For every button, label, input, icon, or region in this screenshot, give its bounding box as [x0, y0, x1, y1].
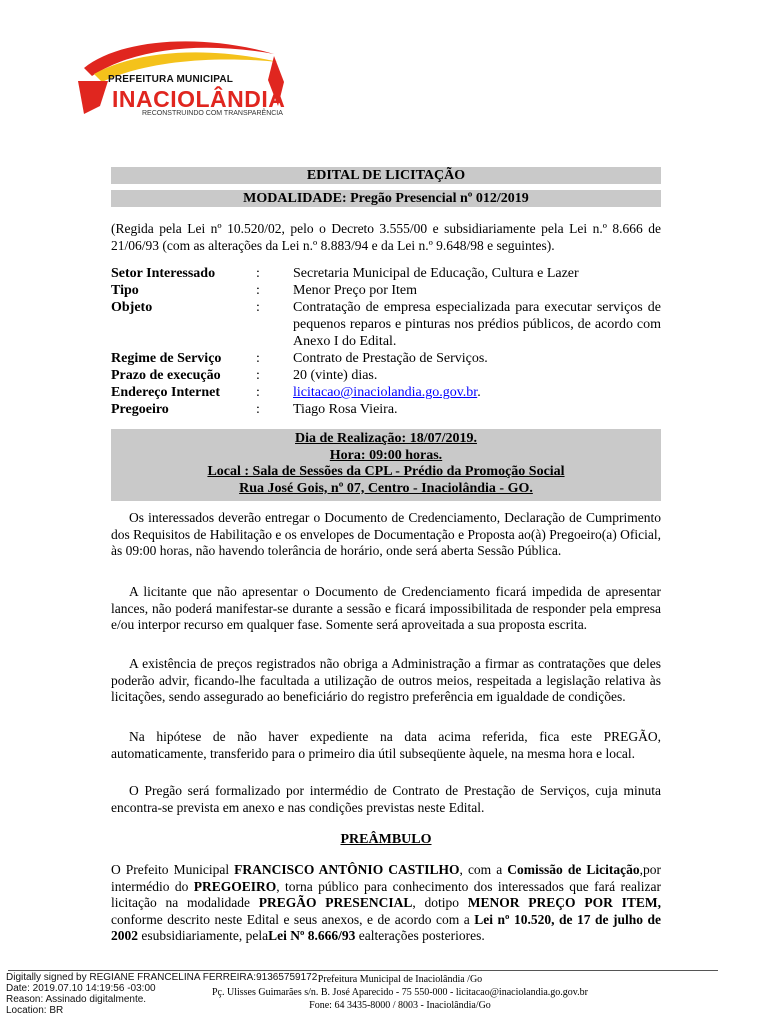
info-value: Menor Preço por Item [293, 283, 418, 298]
logo-top-text: PREFEITURA MUNICIPAL [108, 74, 234, 85]
info-value: Contrato de Prestação de Serviços. [293, 351, 488, 366]
paragraph-hipotese: Na hipótese de não haver expediente na data acima referida, fica este PREGÃO, automaticamente, transferido para o primeiro dia útil subseqüente àquele, na mesma hora e local. [111, 729, 661, 761]
info-value [293, 384, 661, 401]
info-value: Contratação de empresa especializada para executar serviços de pequenos reparos e pinturas nos prédios públicos, de acordo com Anexo I do Edital. [293, 300, 661, 349]
prefeitura-logo [78, 36, 288, 126]
legal-basis-text: (Regida pela Lei nº 10.520/02, pelo o Decreto 3.555/00 e subsidiariamente pela Lei n.º 8.666 de 21/06/93 (com as alterações da Lei n.º 8.883/94 e da Lei n.º 9.648/98 e seguintes). [111, 221, 661, 253]
preambulo-bold: PREGÃO PRESENCIAL [258, 895, 413, 911]
realizacao-date: Dia de Realização: 18/07/2019. [295, 431, 477, 446]
info-colon: : [256, 402, 260, 417]
paragraph-formalizacao: O Pregão será formalizado por intermédio de Contrato de Prestação de Serviços, cuja minuta encontra-se prevista em anexo e nas condições previstas neste Edital. [111, 783, 661, 815]
info-key: Objeto [111, 300, 153, 315]
info-row-setor [111, 265, 661, 282]
preambulo-part: esubsidiariamente, pela [138, 928, 269, 944]
info-colon: : [256, 266, 260, 281]
preambulo-part: , com a [459, 862, 508, 877]
info-row-pregoeiro [111, 401, 661, 418]
preambulo-bold: FRANCISCO ANTÔNIO CASTILHO [234, 862, 460, 877]
preambulo-part: , torna público para conhecimento dos interessados que fará realizar licitação na modalidade [111, 878, 661, 911]
preambulo-part: O Prefeito Municipal [111, 862, 235, 877]
info-row-prazo [111, 367, 661, 384]
realizacao-box [111, 429, 661, 501]
info-colon: : [256, 300, 260, 315]
info-row-regime [111, 350, 661, 367]
preambulo-bold: Lei nº 10.520, de 17 de julho de 2002 [111, 911, 661, 944]
realizacao-location: Local : Sala de Sessões da CPL - Prédio da Promoção Social [207, 464, 565, 479]
preambulo-part: ,por intermédio do [111, 862, 661, 894]
email-suffix: . [477, 385, 481, 400]
preambulo-part: ealterações posteriores. [355, 928, 485, 944]
info-colon: : [256, 368, 260, 383]
info-value: Secretaria Municipal de Educação, Cultura e Lazer [293, 266, 579, 281]
signature-reason: Reason: Assinado digitalmente. [6, 994, 147, 1005]
footer-org: Prefeitura Municipal de Inaciolândia /Go [317, 974, 483, 985]
info-key: Prazo de execução [111, 368, 221, 383]
info-row-tipo [111, 282, 661, 299]
page-footer [170, 973, 630, 1012]
preambulo-bold: Lei Nº 8.666/93 [268, 928, 356, 944]
email-link[interactable]: licitacao@inaciolandia.go.gov.br [293, 385, 478, 400]
info-key: Regime de Serviço [111, 351, 222, 366]
info-value: 20 (vinte) dias. [293, 368, 378, 383]
info-key: Tipo [111, 283, 139, 298]
footer-phone: Fone: 64 3435-8000 / 8003 - Inaciolândia/Go [309, 1000, 491, 1011]
paragraph-licitante: A licitante que não apresentar o Documento de Credenciamento ficará impedida de apresentar lances, não poderá manifestar-se durante a sessão e ficará impossibilitada de responder pela empresa e/ou interpor recurso em qualquer fase. Somente será aproveitada a sua proposta escrita. [111, 584, 661, 633]
signature-location: Location: BR [6, 1005, 64, 1016]
modalidade-heading: MODALIDADE: Pregão Presencial nº 012/2019 [111, 190, 661, 207]
paragraph-precos: A existência de preços registrados não obriga a Administração a firmar as contratações que deles poderão advir, ficando-lhe facultada a utilização de outros meios, respeitada a legislação relativa às licitações, sendo assegurado ao beneficiário do registro preferência em igualdade de condições. [111, 656, 661, 705]
logo-sub-text: RECONSTRUINDO COM TRANSPARÊNCIA [142, 110, 283, 117]
preambulo-part: conforme descrito neste Edital e seus anexos, e de acordo com a [111, 911, 475, 927]
preambulo-bold: Comissão de Licitação [507, 862, 640, 877]
info-key: Pregoeiro [111, 402, 169, 417]
realizacao-time: Hora: 09:00 horas. [329, 447, 443, 463]
preambulo-title: PREÂMBULO [340, 832, 432, 847]
info-key: Setor Interessado [111, 266, 216, 281]
document-title: EDITAL DE LICITAÇÃO [111, 167, 661, 184]
logo-main-text: INACIOLÂNDIA [112, 86, 286, 112]
info-row-objeto [111, 299, 661, 350]
preambulo-bold: PREGOEIRO [193, 878, 277, 894]
info-row-endereco [111, 384, 661, 401]
info-colon: : [256, 283, 260, 298]
footer-divider [8, 970, 718, 971]
realizacao-address: Rua José Gois, nº 07, Centro - Inaciolândia - GO. [239, 480, 533, 496]
preambulo-bold: MENOR PREÇO POR ITEM, [467, 895, 661, 911]
preambulo-part: , dotipo [412, 895, 468, 911]
footer-address: Pç. Ulisses Guimarães s/n. B. José Aparecido - 75 550-000 - licitacao@inaciolandia.go.gov.br [212, 987, 588, 998]
info-key: Endereço Internet [111, 385, 220, 400]
info-value: Tiago Rosa Vieira. [293, 402, 398, 417]
info-colon: : [256, 351, 260, 366]
info-colon: : [256, 385, 260, 400]
signature-signer: Digitally signed by REGIANE FRANCELINA FERREIRA:91365759172 [6, 972, 318, 983]
paragraph-credenciamento: Os interessados deverão entregar o Documento de Credenciamento, Declaração de Cumprimento dos Requisitos de Habilitação e os envelopes de Documentação e Proposta ao(à) Pregoeiro(a) Oficial, às 09:00 horas, não havendo tolerância de horário, onde será aberta Sessão Pública. [111, 510, 661, 559]
preambulo-text [111, 862, 661, 945]
info-table [111, 265, 661, 418]
signature-date: Date: 2019.07.10 14:19:56 -03:00 [6, 983, 156, 994]
